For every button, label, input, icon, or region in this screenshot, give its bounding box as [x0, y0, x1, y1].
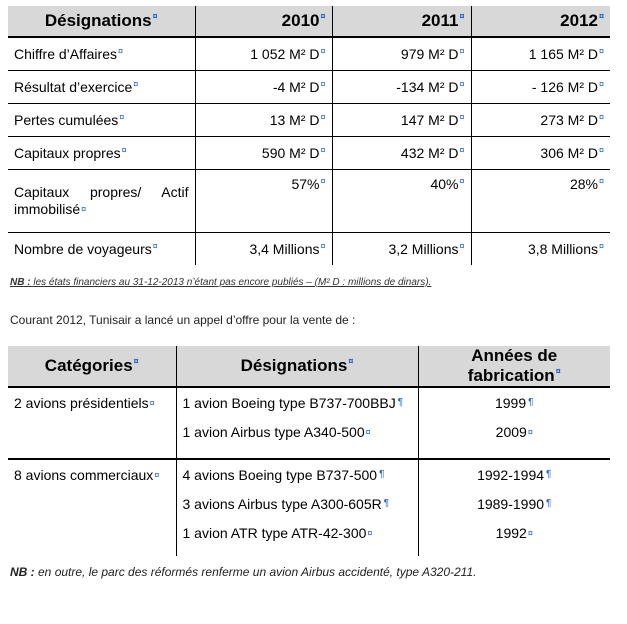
aircraft-table-header	[8, 346, 610, 387]
list-item: 2009¤	[495, 424, 533, 440]
year-cell	[418, 387, 610, 459]
header-categories: Catégories¤	[8, 346, 176, 387]
category-cell: 8 avions commerciaux¤	[8, 459, 176, 556]
header-2011: 2011¤	[332, 6, 471, 37]
cell-value: -134 M² D¤	[332, 71, 471, 104]
list-item: 1992¤	[495, 525, 533, 541]
list-item: 1989-1990 ¶	[477, 496, 552, 512]
list-item: 1 avion ATR type ATR-42-300¤	[182, 525, 373, 541]
financial-table	[8, 6, 610, 265]
financial-footnote: NB : les états financiers au 31-12-2013 n’étant pas encore publiés – (M² D : millions de dinars).	[10, 277, 432, 288]
cell-value: 979 M² D¤	[332, 37, 471, 71]
cell-value: -4 M² D¤	[195, 71, 332, 104]
cell-value: 147 M² D¤	[332, 104, 471, 137]
cell-value: 13 M² D¤	[195, 104, 332, 137]
cell-value: 590 M² D¤	[195, 137, 332, 170]
row-label: Capitaux propres/ Actif immobilisé¤	[8, 170, 195, 233]
list-item: 1 avion Boeing type B737-700BBJ ¶	[182, 395, 404, 411]
cell-value: 3,2 Millions¤	[332, 233, 471, 266]
cell-value: 273 M² D¤	[471, 104, 610, 137]
table-row	[8, 233, 610, 266]
cell-value: 1 165 M² D¤	[471, 37, 610, 71]
row-label: Chiffre d’Affaires¤	[14, 46, 123, 62]
header-designations: Désignations¤	[176, 346, 418, 387]
table-row	[8, 170, 610, 233]
row-label: Résultat d’exercice¤	[8, 71, 195, 104]
cell-value: 432 M² D¤	[332, 137, 471, 170]
table-row	[8, 37, 610, 71]
row-label: Pertes cumulées¤	[8, 104, 195, 137]
cell-value: 306 M² D¤	[471, 137, 610, 170]
table-row	[8, 387, 610, 459]
table-row	[8, 71, 610, 104]
header-2012: 2012¤	[471, 6, 610, 37]
header-2010: 2010¤	[195, 6, 332, 37]
category-cell: 2 avions présidentiels¤	[14, 395, 155, 411]
header-designations: Désignations¤	[8, 6, 195, 37]
year-cell	[418, 459, 610, 556]
list-item: 4 avions Boeing type B737-500 ¶	[182, 467, 385, 483]
aircraft-table	[8, 346, 610, 556]
fleet-footnote: NB : en outre, le parc des réformés renferme un avion Airbus accidenté, type A320-211.	[10, 565, 477, 579]
table-row	[8, 459, 610, 556]
cell-value: 1 052 M² D¤	[195, 37, 332, 71]
designation-cell	[176, 387, 418, 459]
cell-value: - 126 M² D¤	[471, 71, 610, 104]
cell-value: 28%¤	[471, 170, 610, 233]
cell-value: 40%¤	[332, 170, 471, 233]
row-label: Capitaux propres¤	[8, 137, 195, 170]
cell-value: 3,8 Millions¤	[471, 233, 610, 266]
intro-paragraph: Courant 2012, Tunisair a lancé un appel d’offre pour la vente de :	[10, 313, 356, 327]
row-label: Nombre de voyageurs¤	[8, 233, 195, 266]
list-item: 3 avions Airbus type A300-605R ¶	[182, 496, 390, 512]
table-row	[8, 104, 610, 137]
list-item: 1 avion Airbus type A340-500¤	[182, 424, 371, 440]
cell-value: 57%¤	[195, 170, 332, 233]
list-item: 1999 ¶	[494, 395, 534, 411]
list-item: 1992-1994 ¶	[477, 467, 552, 483]
financial-table-header	[8, 6, 610, 37]
header-years: Années de fabrication¤	[418, 346, 610, 387]
cell-value: 3,4 Millions¤	[195, 233, 332, 266]
designation-cell	[176, 459, 418, 556]
table-row	[8, 137, 610, 170]
